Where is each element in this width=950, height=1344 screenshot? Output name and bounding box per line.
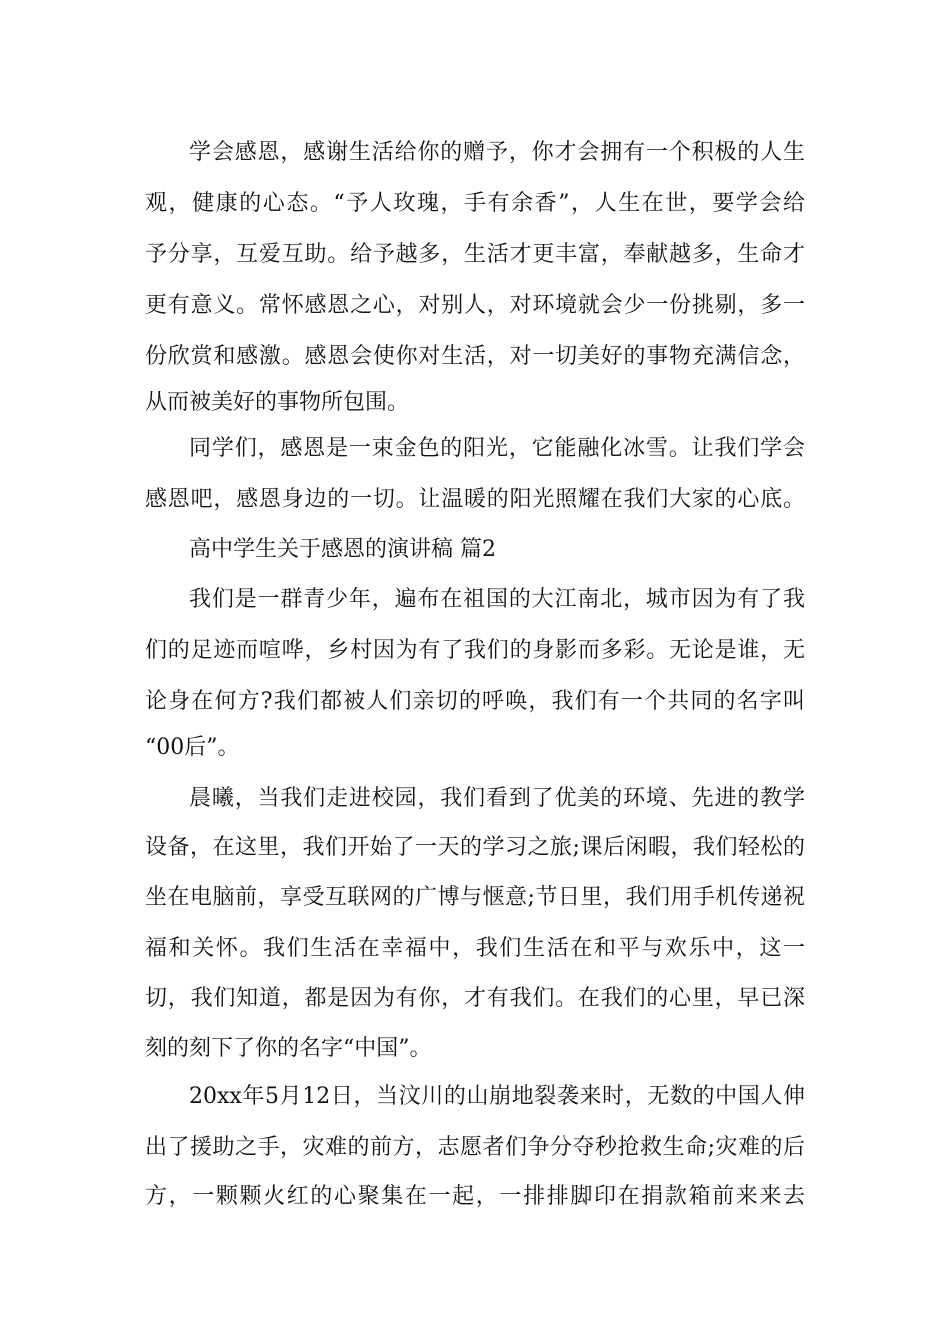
paragraph-line: 设备，在这里，我们开始了一天的学习之旅;课后闲暇，我们轻松的	[145, 835, 805, 860]
paragraph-line: 出了援助之手，灾难的前方，志愿者们争分夺秒抢救生命;灾难的后	[145, 1135, 805, 1160]
paragraph-line: “00后”。	[145, 735, 240, 760]
paragraph-line: 更有意义。常怀感恩之心，对别人，对环境就会少一份挑剔，多一	[145, 293, 805, 318]
paragraph-line: 切，我们知道，都是因为有你，才有我们。在我们的心里，早已深	[145, 986, 805, 1011]
paragraph-line: 方，一颗颗火红的心聚集在一起，一排排脚印在捐款箱前来来去	[145, 1184, 805, 1209]
paragraph-line: 们的足迹而喧哗，乡村因为有了我们的身影而多彩。无论是谁，无	[145, 638, 805, 663]
paragraph-line: 坐在电脑前，享受互联网的广博与惬意;节日里，我们用手机传递祝	[145, 885, 805, 910]
paragraph-line: 感恩吧，感恩身边的一切。让温暖的阳光照耀在我们大家的心底。	[145, 487, 805, 512]
paragraph-line: 予分享，互爱互助。给予越多，生活才更丰富，奉献越多，生命才	[145, 242, 805, 267]
paragraph-line: 观，健康的心态。“予人玫瑰，手有余香”，人生在世，要学会给	[145, 191, 805, 216]
paragraph-line: 刻的刻下了你的名字“中国”。	[145, 1036, 432, 1061]
paragraph-line: 论身在何方?我们都被人们亲切的呼唤，我们有一个共同的名字叫	[145, 689, 805, 714]
paragraph-line: 福和关怀。我们生活在幸福中，我们生活在和平与欢乐中，这一	[145, 936, 805, 961]
paragraph-line: 从而被美好的事物所包围。	[145, 390, 410, 415]
section-heading: 高中学生关于感恩的演讲稿 篇2	[189, 537, 496, 562]
paragraph-line: 份欣赏和感激。感恩会使你对生活，对一切美好的事物充满信念，	[145, 344, 805, 369]
paragraph-line: 学会感恩，感谢生活给你的赠予，你才会拥有一个积极的人生	[189, 140, 805, 165]
paragraph-line: 同学们，感恩是一束金色的阳光，它能融化冰雪。让我们学会	[189, 436, 805, 461]
paragraph-line: 晨曦，当我们走进校园，我们看到了优美的环境、先进的教学	[189, 786, 805, 811]
paragraph-line: 20xx年5月12日，当汶川的山崩地裂袭来时，无数的中国人伸	[189, 1084, 805, 1109]
paragraph-line: 我们是一群青少年，遍布在祖国的大江南北，城市因为有了我	[189, 587, 805, 612]
